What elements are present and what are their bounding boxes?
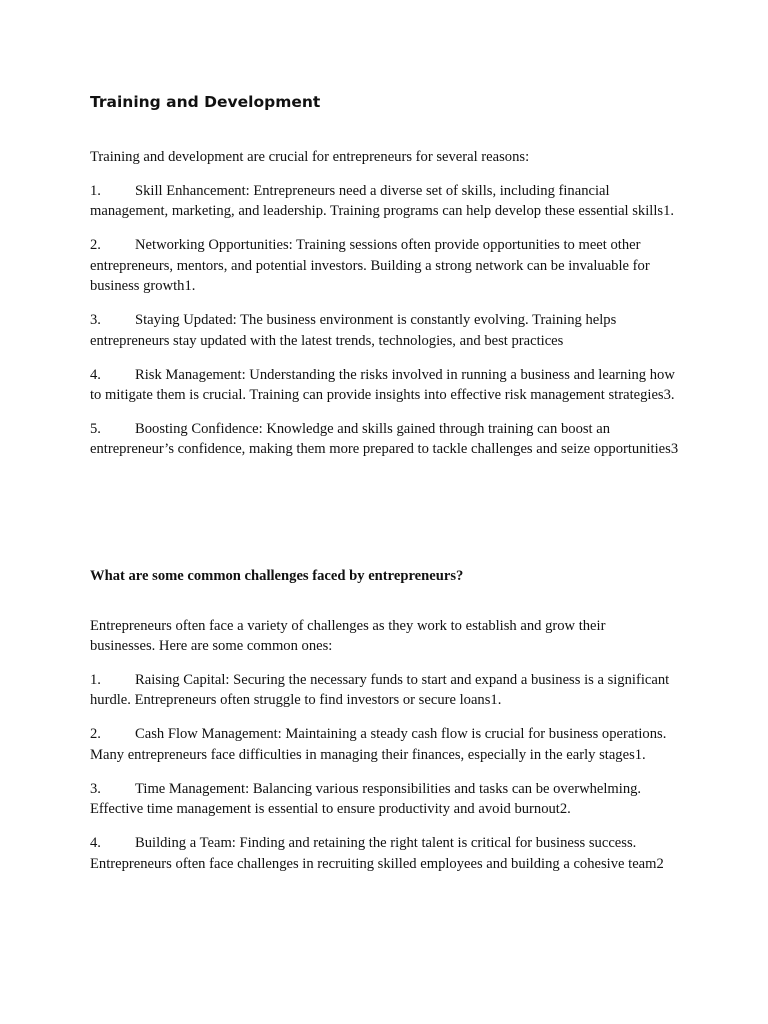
list-item-number: 2. — [90, 237, 101, 254]
list-item-number: 5. — [90, 421, 101, 438]
list-item-text: Staying Updated: The business environment is constantly evolving. Training helps entrepreneurs stay updated with the latest trends, technologies, and best practices — [90, 312, 617, 349]
list-item — [90, 724, 680, 765]
list-item-text: Boosting Confidence: Knowledge and skills gained through training can boost an entrepreneur’s confidence, making them more prepared to tackle challenges and seize opportunities3 — [90, 421, 679, 458]
list-item-number: 2. — [90, 726, 101, 743]
intro-paragraph: Training and development are crucial for entrepreneurs for several reasons: — [90, 149, 530, 165]
list-item-text: Networking Opportunities: Training sessions often provide opportunities to meet other entrepreneurs, mentors, and potential investors. Building a strong network can be invaluable for business growth1. — [90, 237, 650, 295]
list-item-text: Skill Enhancement: Entrepreneurs need a diverse set of skills, including financial management, marketing, and leadership. Training programs can help develop these essential skills1. — [90, 183, 675, 220]
section-heading: What are some common challenges faced by entrepreneurs? — [90, 568, 464, 584]
list-item — [90, 833, 680, 874]
list-item-number: 4. — [90, 835, 101, 852]
list-item-text: Raising Capital: Securing the necessary funds to start and expand a business is a significant hurdle. Entrepreneurs often struggle to find investors or secure loans1. — [90, 672, 670, 709]
document-title: Training and Development — [90, 93, 321, 111]
list-item — [90, 419, 680, 460]
challenges-list — [90, 670, 680, 888]
list-item-number: 3. — [90, 312, 101, 329]
list-item — [90, 181, 680, 222]
list-item-number: 1. — [90, 672, 101, 688]
list-item-number: 3. — [90, 780, 101, 797]
list-item-text: Risk Management: Understanding the risks involved in running a business and learning how to mitigate them is crucial. Training can provide insights into effective risk management strategies3. — [90, 366, 675, 404]
reasons-list — [90, 181, 680, 473]
list-item-number: 4. — [90, 366, 101, 383]
list-item — [90, 779, 680, 820]
list-item — [90, 670, 680, 711]
list-item-text: Cash Flow Management: Maintaining a steady cash flow is crucial for business operations. Many entrepreneurs face difficulties in managing their finances, especially in the early stages1. — [90, 726, 667, 763]
section-intro-paragraph: Entrepreneurs often face a variety of challenges as they work to establish and grow their businesses. Here are some common ones: — [90, 618, 606, 655]
list-item-text: Time Management: Balancing various responsibilities and tasks can be overwhelming. Effective time management is essential to ensure productivity and avoid burnout2. — [90, 780, 642, 818]
list-item — [90, 365, 680, 406]
list-item — [90, 235, 680, 296]
list-item — [90, 310, 680, 351]
list-item-number: 1. — [90, 183, 101, 199]
list-item-text: Building a Team: Finding and retaining the right talent is critical for business success. Entrepreneurs often face challenges in recruiting skilled employees and building a cohesive team2 — [90, 835, 664, 872]
